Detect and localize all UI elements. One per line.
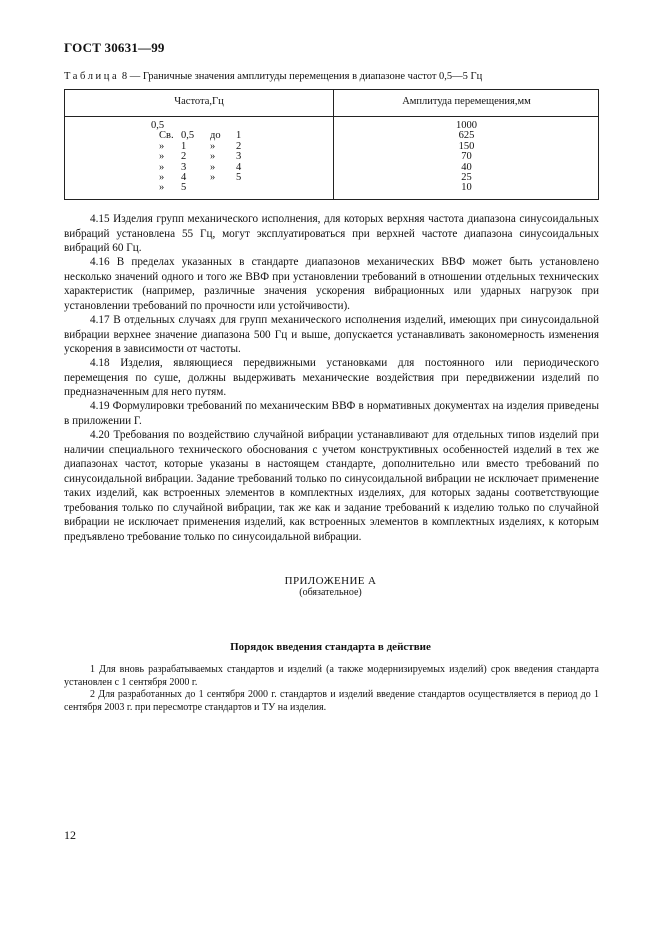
table-header-amplitude: Амплитуда перемещения,мм (402, 96, 531, 107)
amplitude-cell: 10 (461, 182, 472, 194)
paragraph-4-15: 4.15 Изделия групп механического исполнения, для которых верхняя частота диапазона синусоидальных вибраций установлена 55 Гц, могут эксплуатироваться при верхней частоте диапазона синусоидальных вибраций 60 Гц. (64, 213, 599, 254)
paragraph-4-17: 4.17 В отдельных случаях для групп механического исполнения изделий, имеющих при синусоидальной вибрации верхнее значение диапазона 500 Гц и выше, допускается устанавливать закономерность изменения ускорения в зависимости от частоты. (64, 314, 599, 355)
document-header: ГОСТ 30631—99 (64, 40, 165, 55)
table-caption-word: Таблица (64, 71, 120, 82)
amplitude-cell: 70 (461, 151, 472, 163)
frequency-mid: » (210, 151, 216, 163)
frequency-from: 5 (181, 182, 187, 194)
table-header-frequency: Частота,Гц (174, 96, 224, 107)
frequency-prefix: » (159, 151, 165, 163)
appendix-item-1: 1 Для вновь разрабатываемых стандартов и изделий (а также модернизируемых изделий) срок введения стандарта установлен с 1 сентября 2000 г. (64, 664, 599, 688)
frequency-to: 2 (236, 140, 242, 152)
amplitude-cell: 150 (458, 140, 475, 152)
frequency-prefix: » (159, 171, 165, 183)
appendix-title: ПРИЛОЖЕНИЕ А (284, 575, 377, 587)
frequency-from: 3 (181, 161, 187, 173)
frequency-to: 5 (236, 171, 242, 183)
frequency-to: 1 (236, 130, 242, 142)
frequency-from: 2 (181, 151, 187, 163)
frequency-mid: » (210, 161, 216, 173)
table-caption (64, 71, 482, 82)
paragraph-4-20: 4.20 Требования по воздействию случайной вибрации устанавливают для отдельных типов изделий при наличии специального технического обоснования с учетом конструктивных особенностей изделий в тех же диапазонах частот, которые указаны в настоящем стандарте, дополнительно или вместо требований по синусоидальной вибрации. Задание требований только по синусоидальной вибрации не исключает применение таких изделий, как встроенных элементов в комплектных изделиях, для которых заданы соответствующие требования только по случайной вибрации, так же как и задание требований к изделию только по случайной вибрации не исключает применения изделий, как встроенных элементов в комплектных изделиях, к которым предъявлено требование только по синусоидальной вибрации. (64, 429, 599, 543)
page-number: 12 (64, 828, 76, 842)
frequency-prefix: Св. (159, 130, 174, 142)
data-table (64, 89, 599, 200)
table-caption-text: 8 — Граничные значения амплитуды перемещения в диапазоне частот 0,5—5 Гц (119, 71, 483, 82)
frequency-prefix: » (159, 182, 165, 194)
paragraph-4-16: 4.16 В пределах указанных в стандарте диапазонов механических ВВФ может быть установлено несколько значений одного и того же ВВФ при установлении требований в отношении отдельных технических характеристик (например, различные значения ускорения вибрационных или ударных нагрузок при установлении требований по прочности или устойчивости). (64, 256, 599, 312)
frequency-mid: до (210, 130, 221, 142)
paragraph-4-19: 4.19 Формулировки требований по механическим ВВФ в нормативных документах на изделия приведены в приложении Г. (64, 400, 599, 427)
appendix-subtitle: (обязательное) (299, 587, 362, 598)
paragraph-4-18: 4.18 Изделия, являющиеся передвижными установками для постоянного или периодического перемещения по суше, должны выдерживать механические воздействия при передвижении изделий по предназначенным для него путям. (64, 357, 599, 398)
frequency-prefix: » (159, 161, 165, 173)
frequency-from: 0,5 (151, 120, 165, 131)
frequency-prefix: » (159, 140, 165, 152)
appendix-item-2: 2 Для разработанных до 1 сентября 2000 г. стандартов и изделий введение стандартов осуществляется в период до 1 сентября 2003 г. при пересмотре стандартов и ТУ на изделия. (64, 689, 599, 713)
frequency-to: 4 (236, 161, 242, 173)
table-header-divider (65, 116, 598, 117)
appendix-heading: Порядок введения стандарта в действие (230, 641, 431, 653)
frequency-to: 3 (236, 151, 242, 163)
amplitude-cell: 40 (461, 161, 472, 173)
frequency-from: 0,5 (181, 130, 195, 142)
amplitude-column (333, 121, 600, 194)
frequency-from: 4 (181, 171, 187, 183)
frequency-from: 1 (181, 140, 187, 152)
amplitude-cell: 1000 (456, 120, 477, 131)
amplitude-cell: 625 (458, 130, 475, 142)
frequency-mid: » (210, 140, 216, 152)
amplitude-cell: 25 (461, 171, 472, 183)
frequency-mid: » (210, 171, 216, 183)
